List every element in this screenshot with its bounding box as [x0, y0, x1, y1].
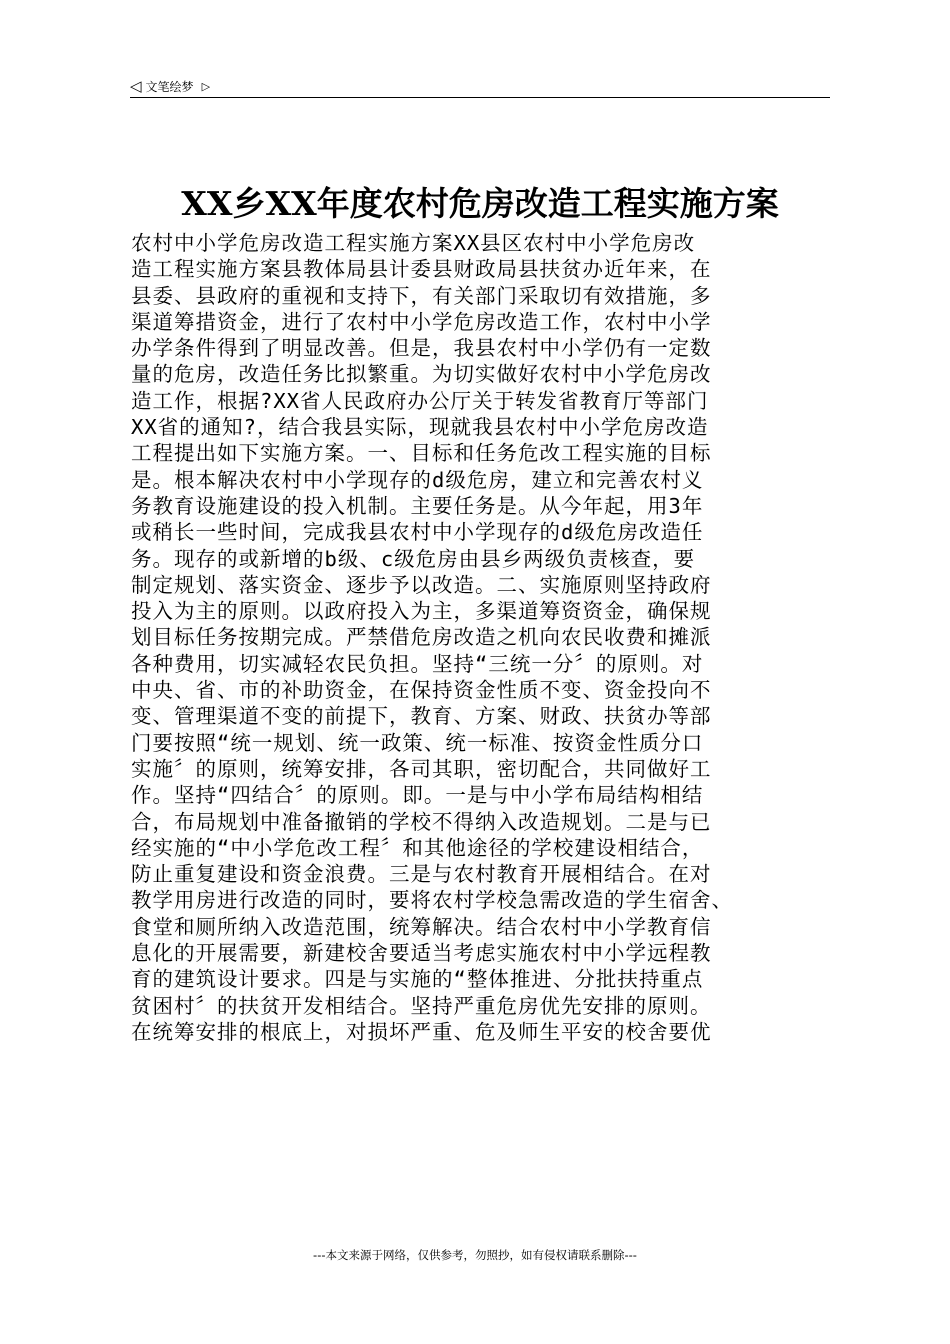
body-line: 食堂和厕所纳入改造范围，统筹解决。结合农村中小学教育信 [131, 914, 712, 939]
body-line: 经实施的“中小学危改工程〞和其他途径的学校建设相结合， [131, 835, 704, 860]
body-line: 制定规划、落实资金、逐步予以改造。二、实施原则坚持政府 [131, 572, 712, 597]
page-header [130, 74, 830, 98]
body-line: 实施〞的原则，统筹安排，各司其职，密切配合，共同做好工 [131, 756, 712, 781]
body-line: 渠道筹措资金，进行了农村中小学危房改造工作，农村中小学 [131, 309, 712, 334]
document-body [131, 230, 851, 1045]
body-line: 办学条件得到了明显改善。但是，我县农村中小学仍有一定数 [131, 336, 712, 361]
body-line: 农村中小学危房改造工程实施方案XX县区农村中小学危房改 [131, 231, 696, 255]
body-line: 作。坚持“四结合〞的原则。即。一是与中小学布局结构相结 [131, 783, 704, 808]
body-line: 工程提出如下实施方案。一、目标和任务危改工程实施的目标 [131, 441, 712, 466]
body-line: 造工作，根据?XX省人民政府办公厅关于转发省教育厅等部门 [131, 388, 709, 413]
right-triangle-icon: ▷ [201, 79, 211, 93]
body-line: 合，布局规划中准备撤销的学校不得纳入改造规划。二是与已 [131, 809, 712, 834]
body-line: 务。现存的或新增的b级、c级危房由县乡两级负责核查，要 [131, 546, 696, 571]
page-footer: ---本文来源于网络，仅供参考，勿照抄，如有侵权请联系删除--- [313, 1248, 637, 1262]
header-brand: 文笔绘梦 [145, 79, 194, 94]
body-line: 息化的开展需要，新建校舍要适当考虑实施农村中小学远程教 [131, 941, 712, 966]
body-line: 教学用房进行改造的同时，要将农村学校急需改造的学生宿舍、 [131, 888, 733, 913]
body-line: 变、管理渠道不变的前提下，教育、方案、财政、扶贫办等部 [131, 704, 712, 729]
body-line: 贫困村〞的扶贫开发相结合。坚持严重危房优先安排的原则。 [131, 993, 712, 1018]
body-line: 育的建筑设计要求。四是与实施的“整体推进、分批扶持重点 [131, 967, 704, 992]
body-line: 投入为主的原则。以政府投入为主，多渠道筹资资金，确保规 [131, 599, 712, 624]
body-line: 中央、省、市的补助资金，在保持资金性质不变、资金投向不 [131, 678, 712, 703]
body-line: 县委、县政府的重视和支持下，有关部门采取切有效措施，多 [131, 283, 712, 308]
body-line: 务教育设施建设的投入机制。主要任务是。从今年起，用3年 [131, 493, 704, 518]
body-line: 划目标任务按期完成。严禁借危房改造之机向农民收费和摊派 [131, 625, 712, 650]
body-line: XX省的通知?，结合我县实际，现就我县农村中小学危房改造 [131, 415, 709, 440]
document-title: XX乡XX年度农村危房改造工程实施方案 [181, 184, 779, 223]
body-line: 造工程实施方案县教体局县计委县财政局县扶贫办近年来，在 [131, 257, 712, 282]
body-line: 或稍长一些时间，完成我县农村中小学现存的d级危房改造任 [131, 520, 704, 545]
body-line: 门要按照“统一规划、统一政策、统一标准、按资金性质分口 [131, 730, 704, 755]
body-line: 量的危房，改造任务比拟繁重。为切实做好农村中小学危房改 [131, 362, 712, 387]
header-divider [130, 97, 830, 98]
body-line: 在统筹安排的根底上，对损坏严重、危及师生平安的校舍要优 [131, 1019, 712, 1044]
left-triangle-icon: ◁ [130, 76, 142, 95]
body-line: 是。根本解决农村中小学现存的d级危房，建立和完善农村义 [131, 467, 704, 492]
body-line: 各种费用，切实减轻农民负担。坚持“三统一分〞的原则。对 [131, 651, 704, 676]
body-line: 防止重复建设和资金浪费。三是与农村教育开展相结合。在对 [131, 862, 712, 887]
